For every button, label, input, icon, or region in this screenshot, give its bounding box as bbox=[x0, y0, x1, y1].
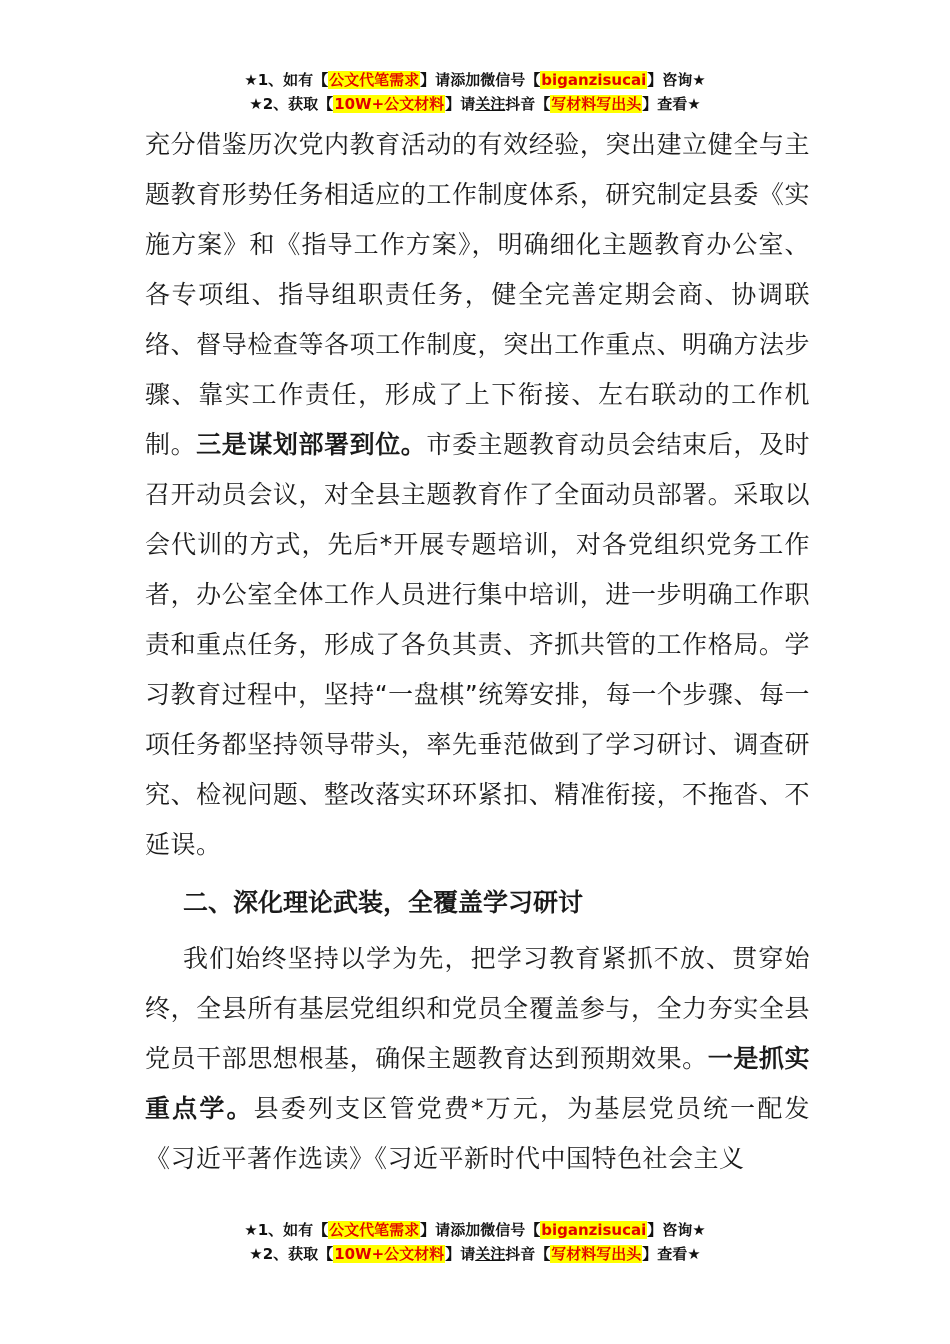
paragraph-text: 我们始终坚持以学为先，把学习教育紧抓不放、贯穿始终，全县所有基层党组织和党员全覆盖参与，全力夯实全县党员干部思想根基，确保主题教育达到预期效果。 bbox=[145, 944, 810, 1073]
banner-text: 】请 bbox=[420, 1221, 451, 1239]
paragraph-2 bbox=[145, 934, 810, 1184]
paragraph-text: 充分借鉴历次党内教育活动的有效经验，突出建立健全与主题教育形势任务相适应的工作制度体系，研究制定县委《实施方案》和《指导工作方案》，明确细化主题教育办公室、各专项组、指导组职责任务，健全完善定期会商、协调联络、督导检查等各项工作制度，突出工作重点、明确方法步骤、靠实工作责任，形成了上下衔接、左右联动的工作机制。 bbox=[145, 130, 810, 459]
banner-text: 】咨询★ bbox=[647, 71, 706, 89]
paragraph-text: 县委列支区管党费*万元，为基层党员统一配发《习近平著作选读》《习近平新时代中国特色社会主义 bbox=[145, 1094, 810, 1173]
banner-text: ★2、获取【 bbox=[249, 1245, 334, 1263]
banner-text: 微信号【 bbox=[480, 1221, 541, 1239]
banner-douyin-id: 写材料写出头 bbox=[551, 1245, 642, 1263]
banner-text: 抖音【 bbox=[505, 95, 551, 113]
banner-text: ★2、获取【 bbox=[249, 95, 334, 113]
banner-text: 】请 bbox=[420, 71, 451, 89]
banner-emphasis: 添加 bbox=[450, 1221, 481, 1239]
banner-text: 】请 bbox=[445, 95, 476, 113]
banner-highlight: 10W+公文材料 bbox=[334, 1245, 445, 1263]
banner-highlight: 公文代笔需求 bbox=[329, 1221, 420, 1239]
banner-text: 抖音【 bbox=[505, 1245, 551, 1263]
banner-text: 】查看★ bbox=[642, 95, 701, 113]
banner-emphasis: 关注 bbox=[475, 95, 506, 113]
banner-text: 】请 bbox=[445, 1245, 476, 1263]
banner-emphasis: 关注 bbox=[475, 1245, 506, 1263]
banner-text: 】咨询★ bbox=[647, 1221, 706, 1239]
paragraph-bold-lead: 一是抓实重点学。 bbox=[145, 1044, 810, 1123]
banner-douyin-id: 写材料写出头 bbox=[551, 95, 642, 113]
banner-wechat-id: biganzisucai bbox=[541, 1221, 647, 1239]
banner-text: 】查看★ bbox=[642, 1245, 701, 1263]
paragraph-bold-lead: 三是谋划部署到位。 bbox=[196, 430, 427, 459]
banner-wechat-id: biganzisucai bbox=[541, 71, 647, 89]
banner-line-1 bbox=[0, 1218, 950, 1242]
section-heading: 二、深化理论武装，全覆盖学习研讨 bbox=[183, 888, 584, 917]
banner-text: ★1、如有【 bbox=[244, 71, 329, 89]
banner-text: 微信号【 bbox=[480, 71, 541, 89]
paragraph-1 bbox=[145, 120, 810, 870]
banner-text: ★1、如有【 bbox=[244, 1221, 329, 1239]
top-promo-banner bbox=[0, 68, 950, 116]
banner-line-1 bbox=[0, 68, 950, 92]
banner-highlight: 10W+公文材料 bbox=[334, 95, 445, 113]
paragraph-text: 市委主题教育动员会结束后，及时召开动员会议，对全县主题教育作了全面动员部署。采取以会代训的方式，先后*开展专题培训，对各党组织党务工作者，办公室全体工作人员进行集中培训，进一步明确工作职责和重点任务，形成了各负其责、齐抓共管的工作格局。学习教育过程中，坚持“一盘棋”统筹安排，每一个步骤、每一项任务都坚持领导带头，率先垂范做到了学习研讨、调查研究、检视问题、整改落实环环紧扣、精准衔接，不拖沓、不延误。 bbox=[145, 430, 810, 859]
banner-emphasis: 添加 bbox=[450, 71, 481, 89]
banner-line-2 bbox=[0, 92, 950, 116]
banner-line-2 bbox=[0, 1242, 950, 1266]
document-body bbox=[145, 120, 810, 1184]
banner-highlight: 公文代笔需求 bbox=[329, 71, 420, 89]
bottom-promo-banner bbox=[0, 1218, 950, 1266]
